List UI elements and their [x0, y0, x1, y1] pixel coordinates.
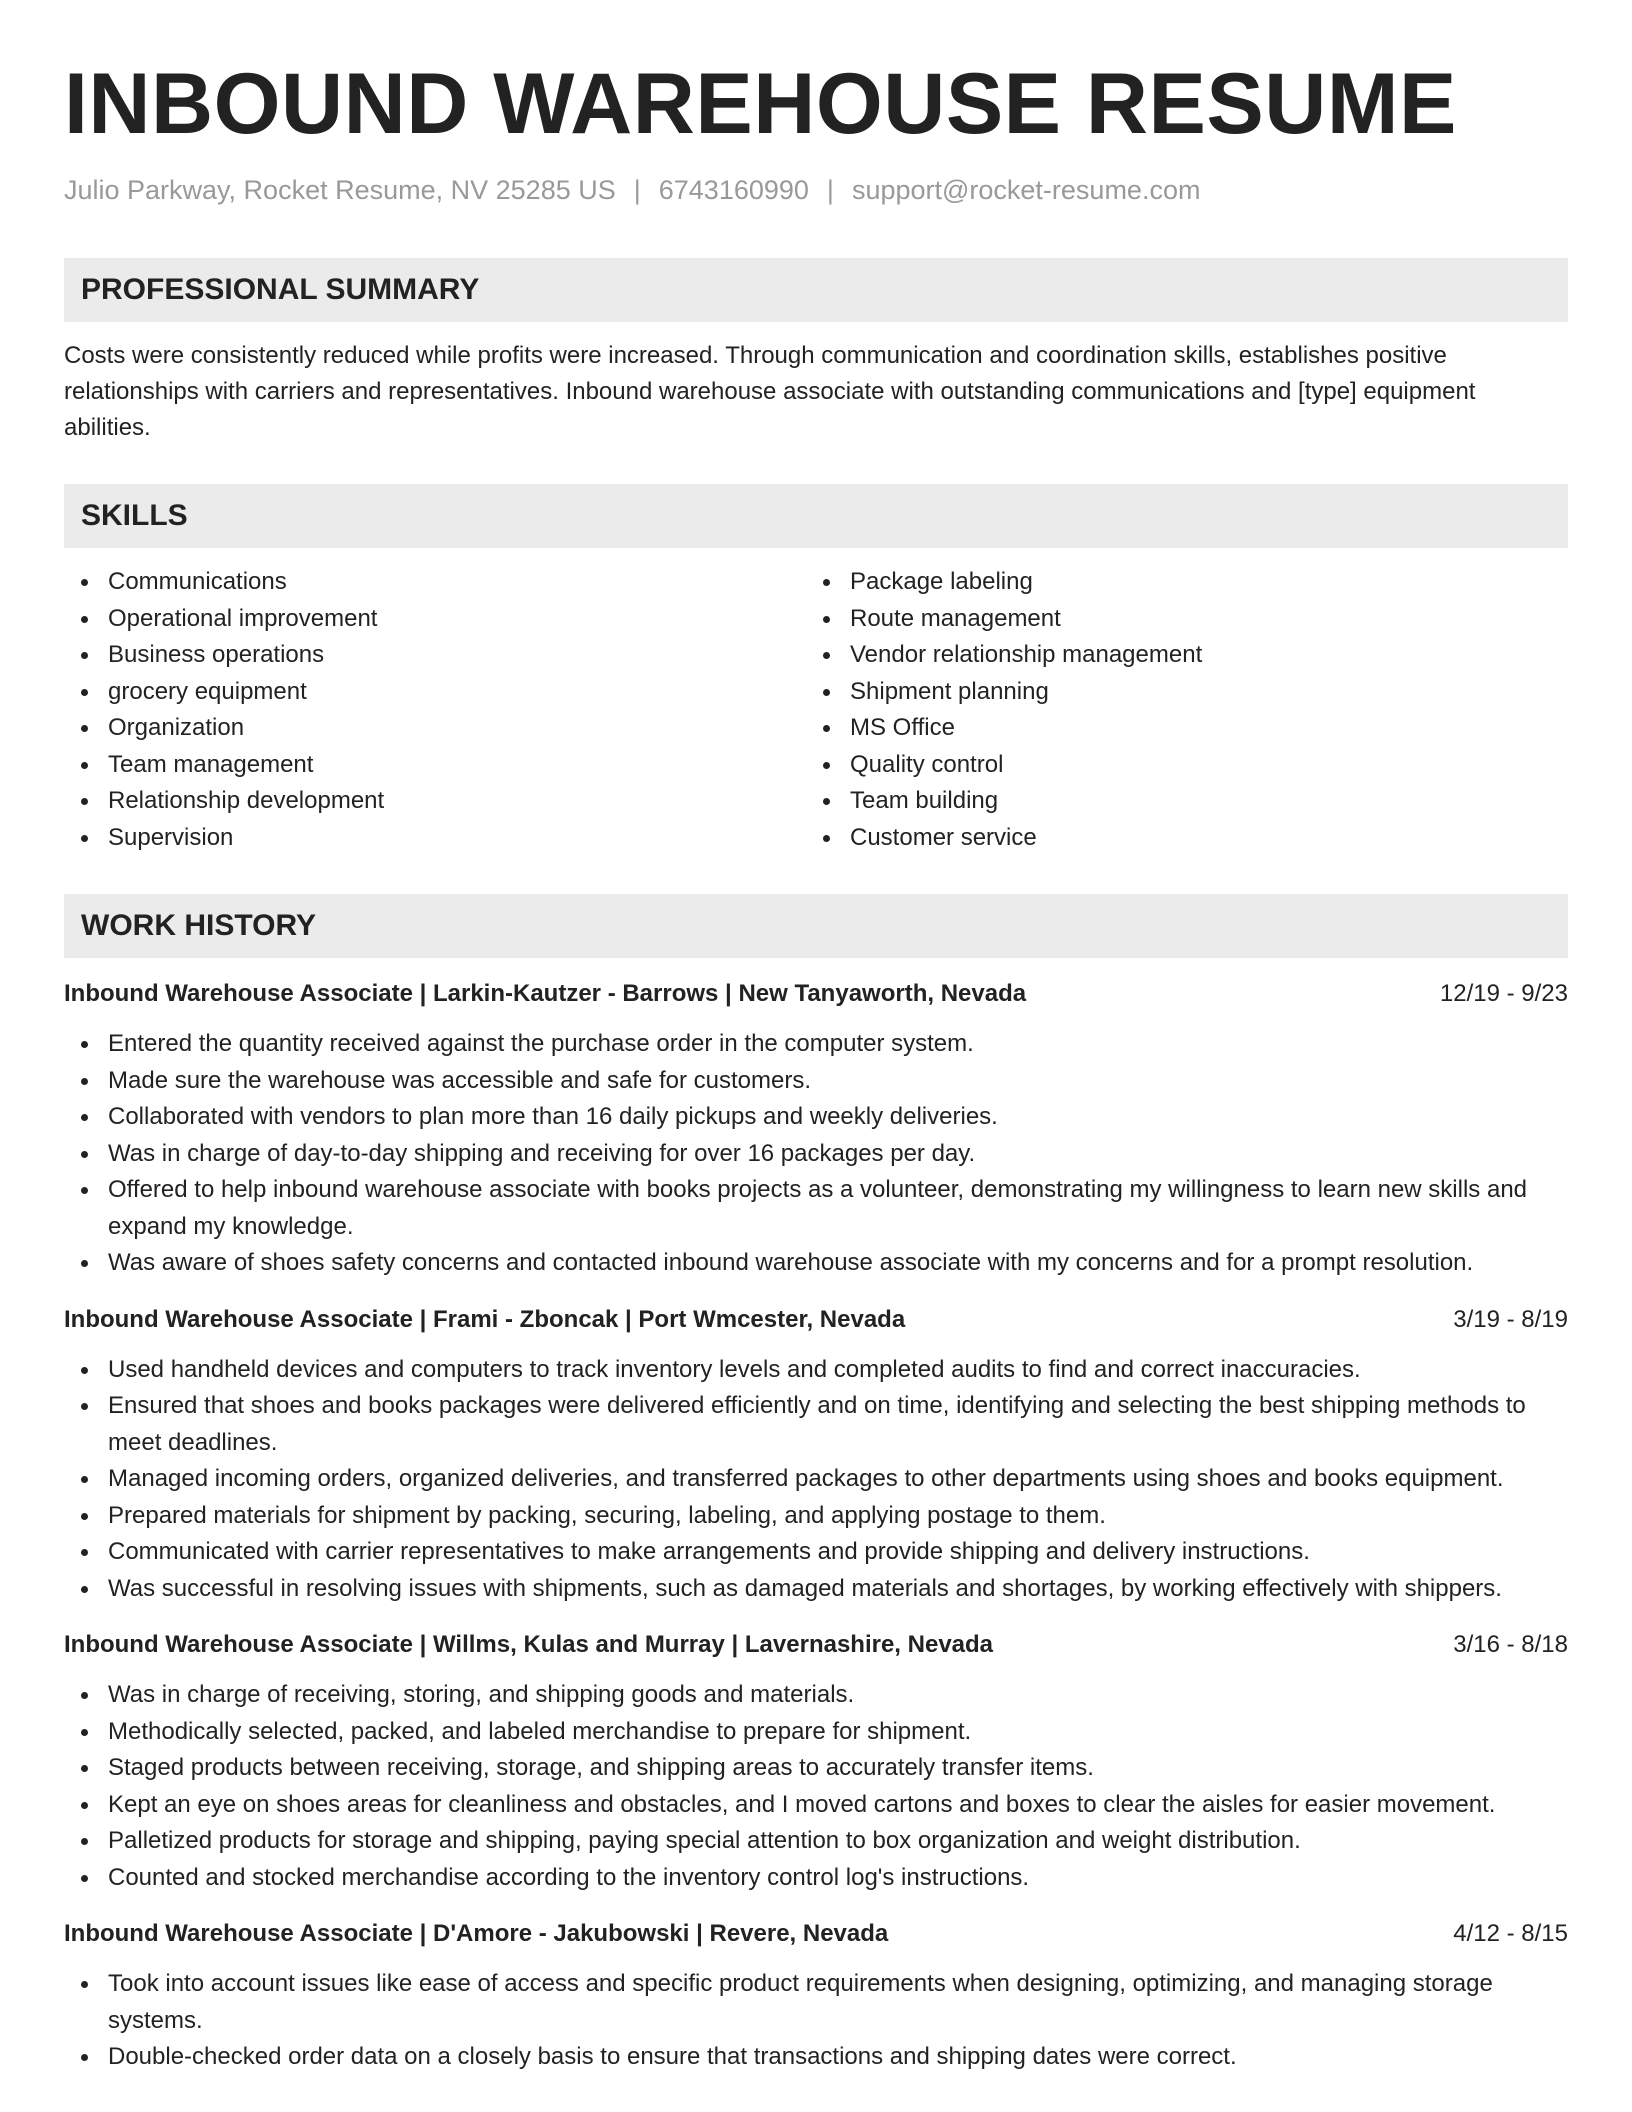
job-bullet: Ensured that shoes and books packages were delivered efficiently and on time, identifying and selecting the best shipping methods to meet deadlines.: [64, 1388, 1568, 1461]
contact-separator: |: [826, 175, 834, 205]
job-entry: [64, 1627, 1568, 1896]
skill-item: Package labeling: [806, 564, 1548, 601]
job-bullet: Was in charge of day-to-day shipping and receiving for over 16 packages per day.: [64, 1136, 1568, 1173]
job-bullet: Palletized products for storage and shipping, paying special attention to box organization and weight distribution.: [64, 1823, 1568, 1860]
job-dates: 4/12 - 8/15: [1453, 1920, 1568, 1947]
skill-item: grocery equipment: [64, 674, 806, 711]
job-bullets: [64, 1677, 1568, 1896]
job-bullet: Offered to help inbound warehouse associate with books projects as a volunteer, demonstrating my willingness to learn new skills and expand my knowledge.: [64, 1172, 1568, 1245]
skill-item: Team management: [64, 747, 806, 784]
work-history-heading: WORK HISTORY: [64, 894, 1568, 958]
job-title: Inbound Warehouse Associate | D'Amore - Jakubowski | Revere, Nevada: [64, 1920, 889, 1947]
skills-list: [64, 564, 1568, 856]
job-title: Inbound Warehouse Associate | Frami - Zboncak | Port Wmcester, Nevada: [64, 1305, 906, 1333]
job-bullet: Made sure the warehouse was accessible and safe for customers.: [64, 1063, 1568, 1100]
skills-column-right: [806, 564, 1548, 856]
job-title: Inbound Warehouse Associate | Larkin-Kautzer - Barrows | New Tanyaworth, Nevada: [64, 980, 1027, 1007]
contact-line: [64, 172, 1568, 208]
job-bullet: Double-checked order data on a closely basis to ensure that transactions and shipping dates were correct.: [64, 2039, 1568, 2076]
skill-item: Supervision: [64, 820, 806, 857]
contact-address: Julio Parkway, Rocket Resume, NV 25285 US: [64, 175, 616, 205]
job-bullet: Prepared materials for shipment by packing, securing, labeling, and applying postage to them.: [64, 1498, 1568, 1535]
job-bullet: Counted and stocked merchandise according to the inventory control log's instructions.: [64, 1860, 1568, 1897]
skill-item: Communications: [64, 564, 806, 601]
job-bullet: Was in charge of receiving, storing, and shipping goods and materials.: [64, 1677, 1568, 1714]
skill-item: Quality control: [806, 747, 1548, 784]
job-bullet: Managed incoming orders, organized deliveries, and transferred packages to other departments using shoes and books equipment.: [64, 1461, 1568, 1498]
job-header: [64, 976, 1568, 1012]
resume-title: INBOUND WAREHOUSE RESUME: [64, 56, 1457, 152]
job-bullet: Communicated with carrier representatives to make arrangements and provide shipping and delivery instructions.: [64, 1534, 1568, 1571]
contact-phone: 6743160990: [658, 175, 809, 205]
job-bullet: Collaborated with vendors to plan more than 16 daily pickups and weekly deliveries.: [64, 1099, 1568, 1136]
contact-email: support@rocket-resume.com: [851, 175, 1201, 205]
skill-item: Business operations: [64, 637, 806, 674]
job-bullet: Was aware of shoes safety concerns and contacted inbound warehouse associate with my concerns and for a prompt resolution.: [64, 1245, 1568, 1282]
job-header: [64, 1302, 1568, 1338]
skill-item: Relationship development: [64, 783, 806, 820]
skill-item: Team building: [806, 783, 1548, 820]
skill-item: Customer service: [806, 820, 1548, 857]
job-dates: 3/19 - 8/19: [1453, 1305, 1568, 1333]
skill-item: Operational improvement: [64, 601, 806, 638]
skill-item: Route management: [806, 601, 1548, 638]
summary-text: Costs were consistently reduced while profits were increased. Through communication and coordination skills, establishes positive relationships with carriers and representatives. Inbound warehouse associate with outstanding communications and [type] equipment abilities.: [64, 342, 1476, 441]
contact-separator: |: [633, 175, 641, 205]
job-bullet: Used handheld devices and computers to track inventory levels and completed audits to find and correct inaccuracies.: [64, 1352, 1568, 1389]
skill-item: MS Office: [806, 710, 1548, 747]
job-entry: [64, 1302, 1568, 1608]
job-bullet: Took into account issues like ease of access and specific product requirements when designing, optimizing, and managing storage systems.: [64, 1966, 1568, 2039]
job-bullet: Was successful in resolving issues with shipments, such as damaged materials and shortages, by working effectively with shippers.: [64, 1571, 1568, 1608]
job-header: [64, 1627, 1568, 1663]
job-bullet: Entered the quantity received against the purchase order in the computer system.: [64, 1026, 1568, 1063]
job-header: [64, 1916, 1568, 1952]
job-bullet: Kept an eye on shoes areas for cleanliness and obstacles, and I moved cartons and boxes to clear the aisles for easier movement.: [64, 1787, 1568, 1824]
job-entry: [64, 976, 1568, 1282]
skill-item: Organization: [64, 710, 806, 747]
job-bullet: Methodically selected, packed, and labeled merchandise to prepare for shipment.: [64, 1714, 1568, 1751]
job-bullet: Staged products between receiving, storage, and shipping areas to accurately transfer items.: [64, 1750, 1568, 1787]
job-bullets: [64, 1966, 1568, 2076]
job-dates: 12/19 - 9/23: [1439, 980, 1568, 1007]
job-entry: [64, 1916, 1568, 2076]
summary-heading: PROFESSIONAL SUMMARY: [64, 258, 1568, 322]
skill-item: Shipment planning: [806, 674, 1548, 711]
skills-heading: SKILLS: [64, 484, 1568, 548]
job-bullets: [64, 1026, 1568, 1282]
job-dates: 3/16 - 8/18: [1453, 1631, 1568, 1658]
job-bullets: [64, 1352, 1568, 1608]
skill-item: Vendor relationship management: [806, 637, 1548, 674]
skills-column-left: [64, 564, 806, 856]
job-title: Inbound Warehouse Associate | Willms, Kulas and Murray | Lavernashire, Nevada: [64, 1631, 994, 1658]
